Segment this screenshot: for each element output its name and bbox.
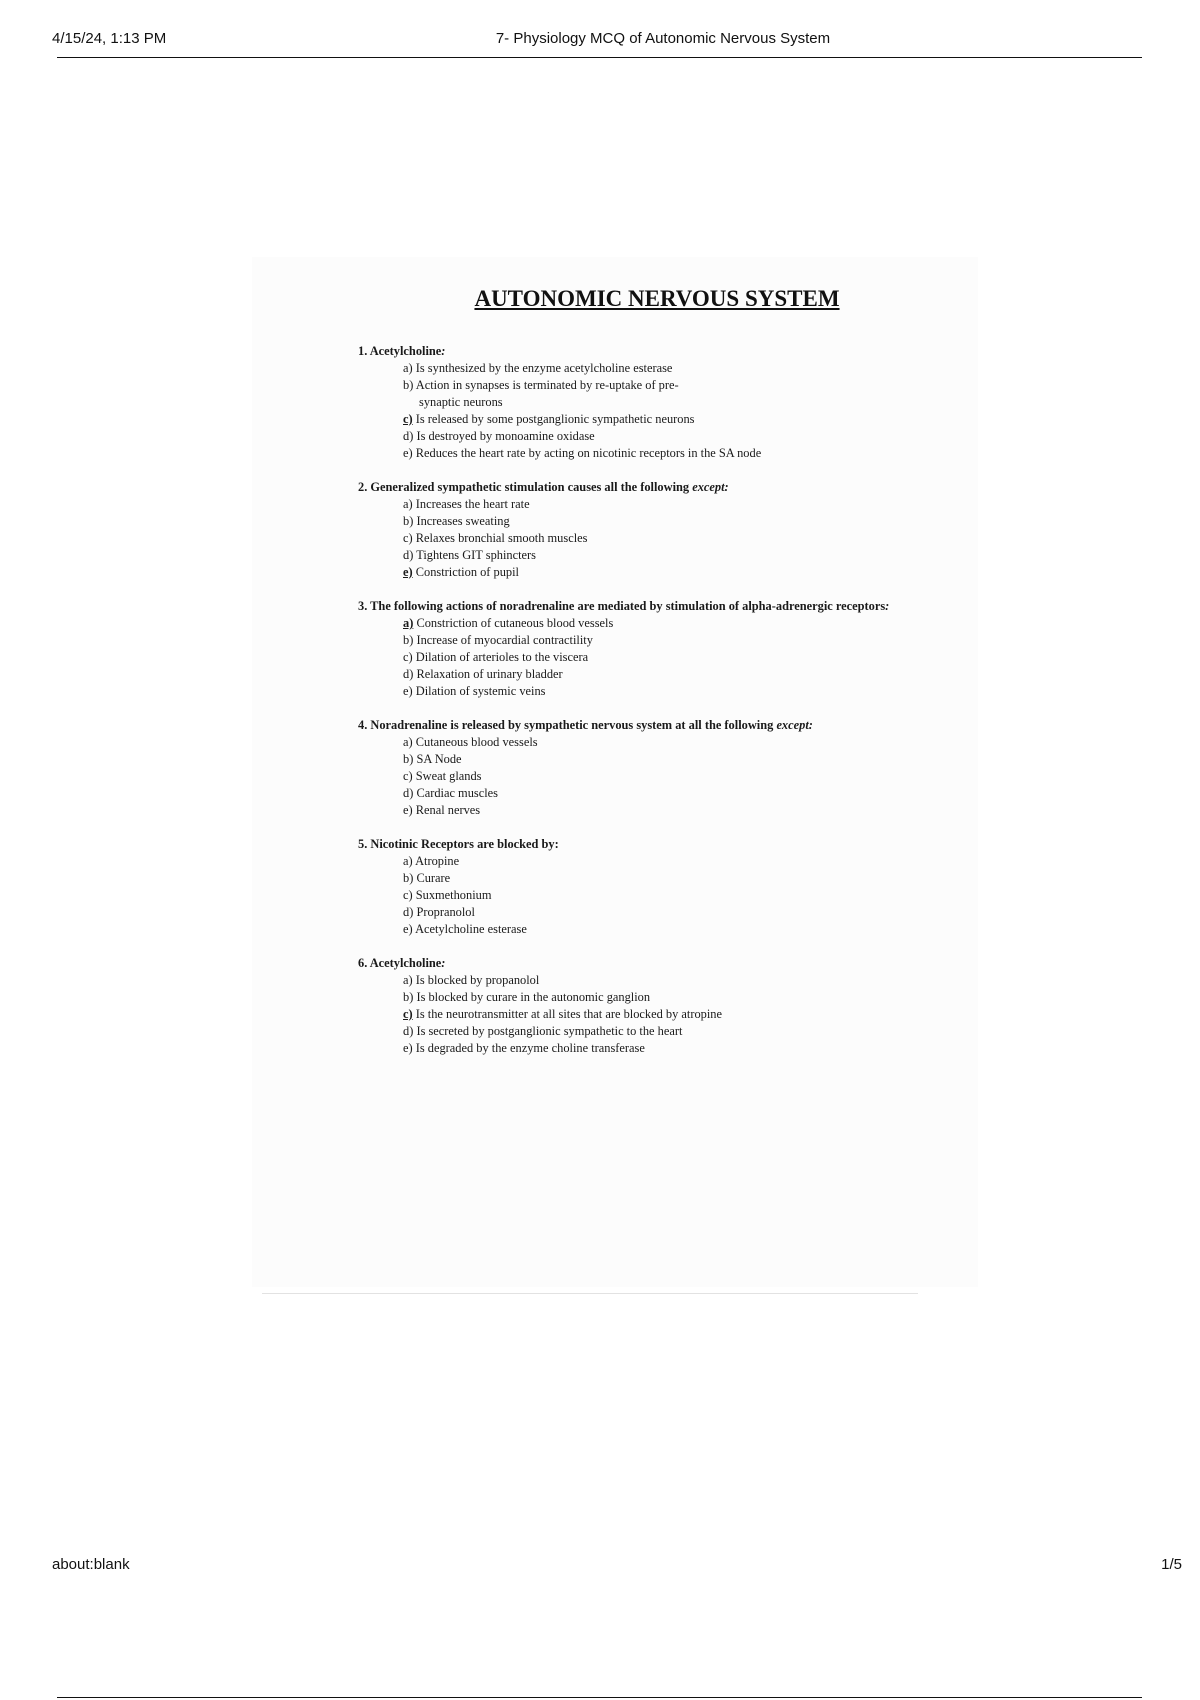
option-key: e) [403,803,413,817]
option [403,547,938,564]
option [403,513,938,530]
option-key: a) [403,361,413,375]
option-key: d) [403,429,414,443]
question-number: 2. [358,480,368,494]
option-key: d) [403,1024,414,1038]
option-key: b) [403,514,414,528]
option-key: a) [403,497,413,511]
option-text: SA Node [416,752,462,766]
option-key: a) [403,973,413,987]
option-text: Cardiac muscles [416,786,498,800]
option-text: Increases sweating [416,514,510,528]
option [403,428,938,445]
option-text: Curare [416,871,451,885]
question-except: except: [776,718,813,732]
option [403,649,938,666]
option-text: Dilation of arterioles to the viscera [415,650,589,664]
option [403,683,938,700]
option-key: a) [403,854,413,868]
option-list [358,360,938,462]
option-correct [403,615,938,632]
question-stem [358,836,938,853]
option-text: Acetylcholine esterase [415,922,527,936]
option-key: e) [403,565,413,579]
question-list [358,343,938,1057]
option-key: d) [403,548,414,562]
question-text: Generalized sympathetic stimulation causes all the following [370,480,690,494]
option-key: b) [403,378,414,392]
question-except: except: [692,480,729,494]
option-key: e) [403,1041,413,1055]
option-list [358,972,938,1057]
option-text-continued: synaptic neurons [419,395,503,409]
option [403,853,938,870]
option-text: Increase of myocardial contractility [416,633,593,647]
option-text: Relaxation of urinary bladder [416,667,563,681]
option-key: e) [403,446,413,460]
option [403,887,938,904]
option [403,1023,938,1040]
option-text: Cutaneous blood vessels [415,735,538,749]
question-text: Acetylcholine [369,344,442,358]
option [403,734,938,751]
option [403,445,938,462]
option-key: a) [403,735,413,749]
option-list [358,853,938,938]
option-text: Is degraded by the enzyme choline transferase [415,1041,645,1055]
footer-divider [57,1697,1142,1698]
question-suffix: : [441,344,446,358]
option [403,904,938,921]
question-stem [358,598,938,615]
option-key: c) [403,769,413,783]
option-key: b) [403,871,414,885]
question-2 [358,479,938,581]
question-stem [358,717,938,734]
option-text: Atropine [415,854,460,868]
option-key: e) [403,922,413,936]
option-key: d) [403,667,414,681]
option-text: Is the neurotransmitter at all sites that are blocked by atropine [415,1007,722,1021]
option [403,802,938,819]
option-text: Propranolol [416,905,475,919]
option-text: Constriction of pupil [415,565,520,579]
header-divider [57,57,1142,58]
question-number: 5. [358,837,368,851]
option-text: Constriction of cutaneous blood vessels [416,616,614,630]
option-key: b) [403,633,414,647]
mcq-document [358,285,938,1074]
question-4 [358,717,938,819]
question-stem [358,955,938,972]
option-key: d) [403,786,414,800]
option-text: Increases the heart rate [415,497,530,511]
question-6 [358,955,938,1057]
question-stem [358,343,938,360]
option-key: c) [403,650,413,664]
print-url: about:blank [52,1556,130,1573]
option [403,632,938,649]
question-suffix: : [885,599,890,613]
question-text: Acetylcholine [369,956,442,970]
option-text: Suxmethonium [415,888,492,902]
option [403,1040,938,1057]
page-indicator: 1/5 [1161,1556,1182,1573]
print-datetime: 4/15/24, 1:13 PM [52,30,167,47]
question-number: 6. [358,956,368,970]
option-text: Tightens GIT sphincters [416,548,536,562]
option [403,785,938,802]
option [403,530,938,547]
option-key: c) [403,531,413,545]
question-number: 4. [358,718,368,732]
option-text: Is secreted by postganglionic sympathetic to the heart [416,1024,683,1038]
option [403,496,938,513]
option-text: Dilation of systemic veins [415,684,546,698]
option-key: b) [403,752,414,766]
option-key: b) [403,990,414,1004]
question-number: 1. [358,344,368,358]
document-title: AUTONOMIC NERVOUS SYSTEM [474,286,840,311]
option [403,989,938,1006]
option [403,768,938,785]
print-doc-title: 7- Physiology MCQ of Autonomic Nervous System [495,30,831,47]
question-stem [358,479,938,496]
question-suffix: : [441,956,446,970]
option-list [358,734,938,819]
question-text: The following actions of noradrenaline are mediated by stimulation of alpha-adrenergic receptors [370,599,886,613]
option-text: Renal nerves [415,803,481,817]
option-text: Relaxes bronchial smooth muscles [415,531,588,545]
option-text: Is released by some postganglionic sympathetic neurons [415,412,695,426]
option [403,921,938,938]
option-list [358,615,938,700]
option-key: c) [403,412,413,426]
option-key: c) [403,1007,413,1021]
option-list [358,496,938,581]
question-1 [358,343,938,462]
option-correct [403,1006,938,1023]
question-number: 3. [358,599,368,613]
question-5 [358,836,938,938]
option-correct [403,411,938,428]
option-key: d) [403,905,414,919]
option-key: a) [403,616,414,630]
option [403,751,938,768]
question-text: Nicotinic Receptors are blocked by: [370,837,559,851]
option-text: Is synthesized by the enzyme acetylcholine esterase [415,361,673,375]
option-text: Sweat glands [415,769,482,783]
option [403,870,938,887]
question-text: Noradrenaline is released by sympathetic nervous system at all the following [370,718,774,732]
question-3 [358,598,938,700]
print-header [52,30,1144,58]
option-correct [403,564,938,581]
option-key: e) [403,684,413,698]
option [403,360,938,377]
option-text: Action in synapses is terminated by re-uptake of pre- [415,378,679,392]
option-text: Is blocked by curare in the autonomic ganglion [416,990,651,1004]
option-key: c) [403,888,413,902]
option [403,972,938,989]
scan-bottom-edge [262,1293,918,1294]
option-text: Is destroyed by monoamine oxidase [416,429,595,443]
option-text: Reduces the heart rate by acting on nicotinic receptors in the SA node [415,446,762,460]
option-text: Is blocked by propanolol [415,973,540,987]
option [403,666,938,683]
option [403,377,938,411]
